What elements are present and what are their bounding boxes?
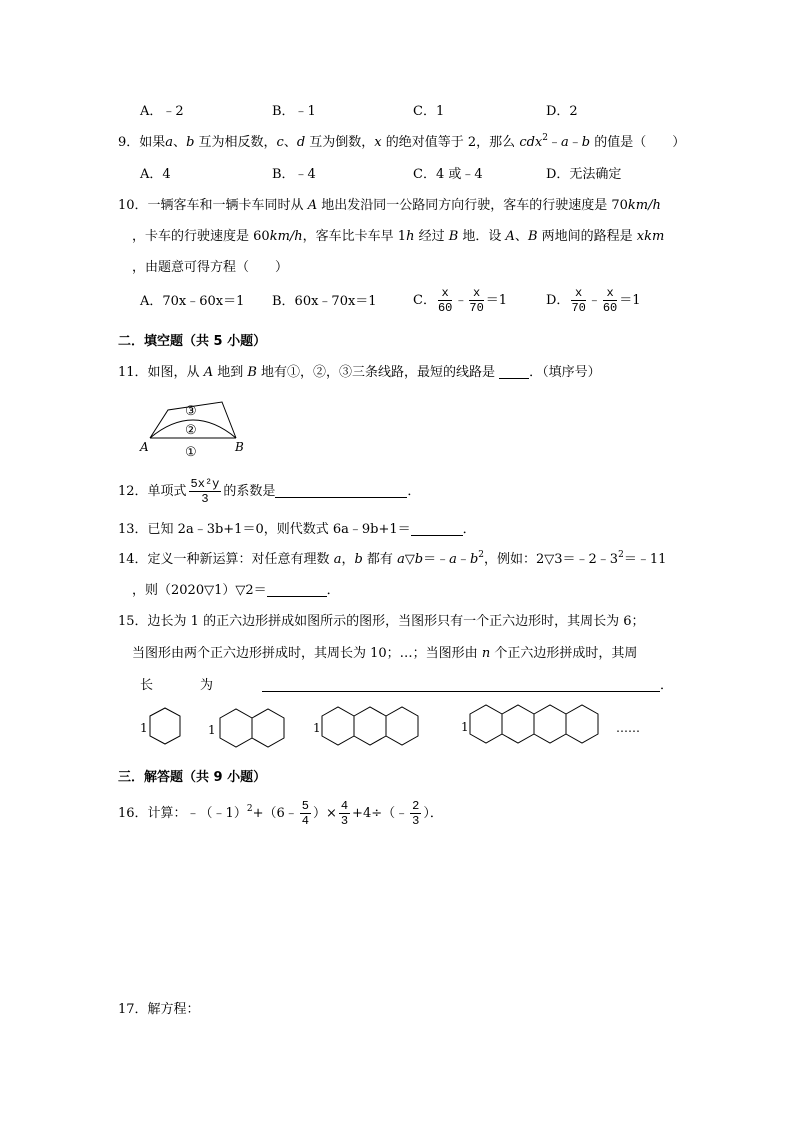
point-b-label: B [235,440,244,454]
route-2-label: ② [185,423,197,438]
route-3-label: ③ [185,404,197,419]
hexagon-group-4b [502,705,534,743]
q9-option-d: D．无法确定 [546,167,622,182]
q13-stem: 13．已知 2a﹣3b+1＝0，则代数式 6a﹣9b+1＝ ． [118,522,476,537]
hexagon-group-2a [220,709,252,747]
q10-line2: ，卡车的行驶速度是 60km/h，客车比卡车早 1h 经过 B 地．设 A、B 两地间的路程是 xkm [132,229,665,244]
hexagon-group-4a [470,705,502,743]
q13-answer-blank[interactable] [411,521,463,536]
q8-option-a: A．﹣2 [140,104,184,119]
q15-line3-chang: 长 [140,678,154,693]
route-1-label: ① [185,445,197,460]
q15-line2: 当图形由两个正六边形拼成时，其周长为 10；…；当图形由 n 个正六边形拼成时，其周 [132,646,638,661]
hexagon-group-3a [322,707,354,745]
q9-stem: 9．如果a、b 互为相反数，c、d 互为倒数，x 的绝对值等于 2，那么 cdx$^2$﹣a﹣b 的值是（ ） [118,133,686,150]
q10-option-b: B．60x﹣70x＝1 [272,294,377,309]
q15-line1: 15．边长为 1 的正六边形拼成如图所示的图形，当图形只有一个正六边形时，其周长为 6； [118,614,645,629]
q10-line3: ，由题意可得方程（ ） [132,260,289,275]
hexagon-side-label-4: 1 [461,720,469,734]
q8-option-d: D．2 [546,104,578,119]
q10-option-c: C． $\frac{x}{60}$ ﹣ $\frac{x}{70}$ ＝1 [413,286,508,315]
q9-option-b: B．﹣4 [272,167,316,182]
hexagon-group-3b [354,707,386,745]
q11-route-figure [138,396,250,460]
hexagon-side-label-2: 1 [208,723,216,737]
q15-hexagon-figure [130,700,670,760]
section-fill-in-title: 二．填空题（共 5 小题） [118,334,267,349]
q17-stem: 17．解方程： [118,1002,200,1017]
hexagon-side-label-3: 1 [313,721,321,735]
hexagon-side-label-1: 1 [140,721,148,735]
q12-answer-blank[interactable] [275,483,407,498]
hexagon-group-4c [534,705,566,743]
q15-answer-line[interactable]: ． [262,677,673,695]
q14-line1: 14．定义一种新运算：对任意有理数 a，b 都有 $a▽b=﹣a﹣b^2$，例如：$2▽3=﹣2﹣3^2=﹣11$ [118,550,667,567]
q14-line2: ，则（2020▽1）▽2＝ ． [132,583,340,598]
q8-option-b: B．﹣1 [272,104,316,119]
q14-answer-blank[interactable] [267,582,327,597]
q15-line3-wei: 为 [200,678,214,693]
q8-option-c: C．1 [413,104,445,119]
q10-option-a: A．70x﹣60x＝1 [140,294,245,309]
q11-answer-blank[interactable] [499,364,529,379]
q9-option-c: C．4 或﹣4 [413,167,483,182]
q15-answer-blank[interactable] [262,677,660,692]
q10-line1: 10．一辆客车和一辆卡车同时从 A 地出发沿同一公路同方向行驶，客车的行驶速度是 70km/h [118,198,661,213]
hexagon-group-1 [150,708,180,744]
hexagon-continuation-dots: …… [616,721,640,735]
section-solve-title: 三．解答题（共 9 小题） [118,770,267,785]
point-a-label: A [140,440,149,454]
q16-stem: 16．计算：﹣（﹣1）$^2$+（6﹣ $\frac{5}{4}$ ）× $\frac{4}{3}$ +4÷（﹣ $\frac{2}{3}$ ）． [118,799,443,828]
q10-option-d: D． $\frac{x}{70}$ ﹣ $\frac{x}{60}$ ＝1 [546,286,641,315]
hexagon-group-4d [566,705,598,743]
q9-option-a: A．4 [140,167,171,182]
q11-stem: 11．如图，从 A 地到 B 地有①，②，③三条线路，最短的线路是 ．（填序号） [118,365,601,380]
hexagon-group-2b [252,709,284,747]
hexagon-group-3c [386,707,418,745]
q12-stem: 12．单项式 $\frac{\text{5x²y}}{3}$ 的系数是 ． [118,477,421,506]
